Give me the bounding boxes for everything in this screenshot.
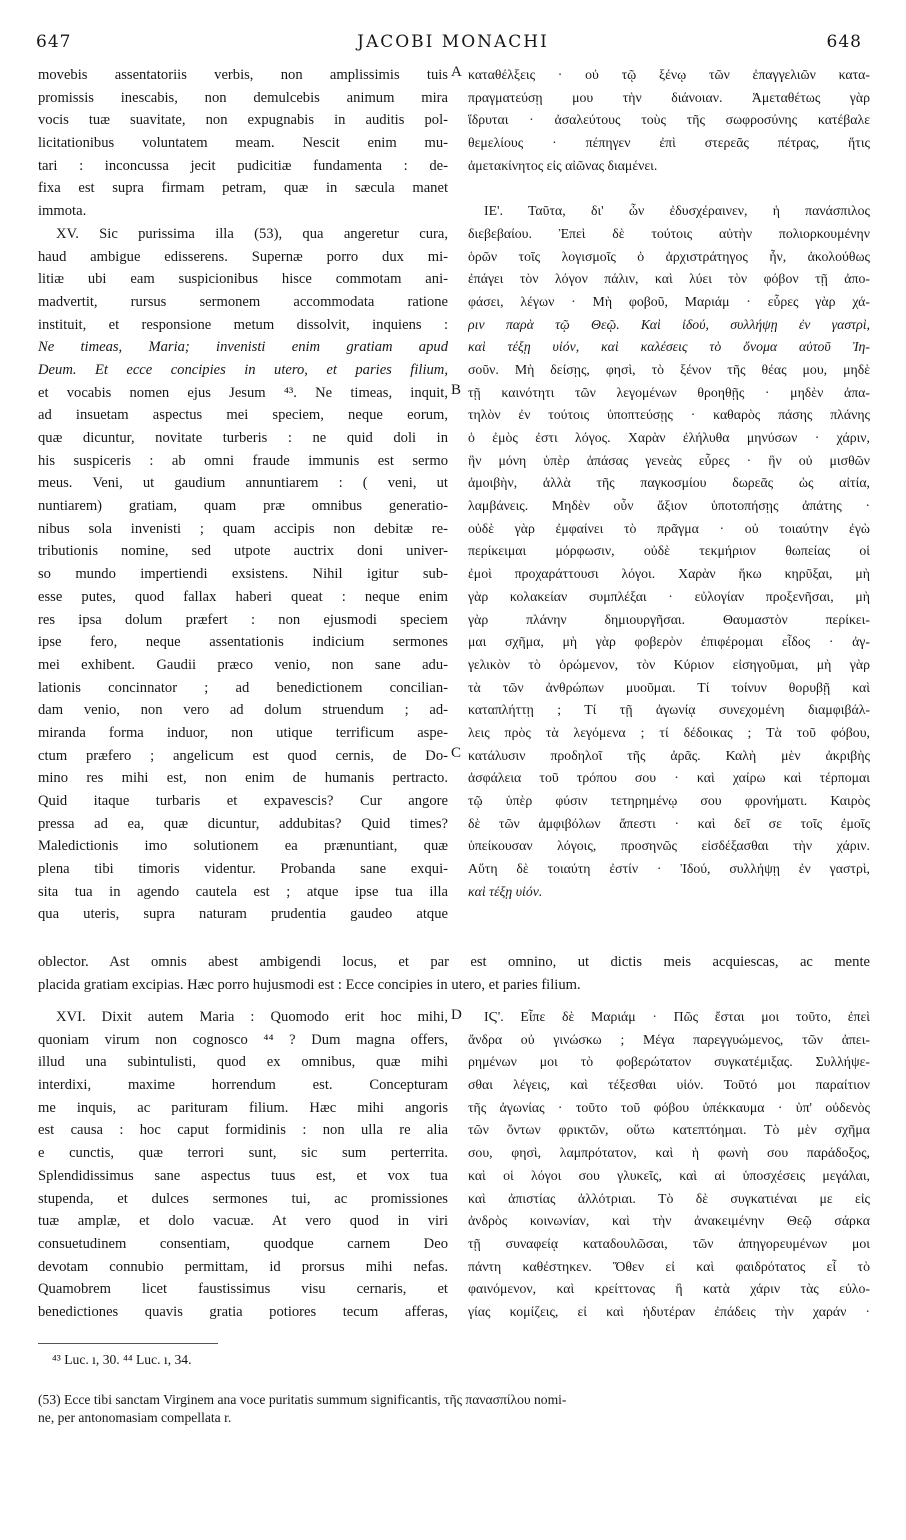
text-line: so mundo impertiendi exsistens. Nihil igitur sub- [38, 566, 448, 583]
text-line: λεις πρὸς τὰ λεγόμενα ; τί δέδοικας ; Τὰ τοῦ φόβου, [468, 724, 870, 740]
footnote-53: (53) Ecce tibi sanctam Virginem ana voce puritatis summum significantis, τῆς πανασπίλου nomi- [38, 1392, 567, 1407]
scripture-quote-line: Deum. Et ecce concipies in utero, et paries filium, [38, 361, 448, 378]
scripture-quote-line: καὶ τέξῃ υἱόν. [468, 883, 543, 899]
text-line: περίκειμαι μόρφωσιν, οὐδὲ τεκμήριον θωπείας οἱ [468, 543, 870, 559]
text-line: ipse fero, neque assentationis indicium sermones [38, 634, 448, 651]
text-line: σοῦν. Μὴ δείσῃς, φησὶ, τὸ ξένον τῆς θέας μου, μηδὲ [468, 361, 870, 377]
text-line: ἵδρυται · ἀσαλεύτους τοὺς τῆς σωφροσύνης κατέβαλε [468, 112, 870, 128]
text-line: Αὕτη δὲ τοιαύτη ἐστίν · Ἰδού, συλλήψῃ ἐν γαστρὶ, [468, 861, 870, 877]
text-line: consuetudinem consentiam, quodque carnem Deo [38, 1235, 448, 1252]
text-line: mino res mihi est, non enim de humanis pertracto. [38, 770, 448, 787]
text-line: vocis tuæ suavitate, non expugnabis in auditis pol- [38, 112, 448, 129]
text-line: licitationibus voluntatem meam. Nescit enim mu- [38, 135, 448, 152]
text-line: placida gratiam excipias. Hæc porro hujusmodi est : Ecce concipies in utero, et paries filium. [38, 976, 581, 993]
text-line: ὁ ἐμὸς ἐστι λόγος. Χαρὰν ἐλήλυθα μηνύσων · χάριν, [468, 430, 870, 445]
text-line: πάντη καθέστηκεν. Ὅθεν εἰ καὶ φαιδρότατος εἶ τὸ [468, 1258, 870, 1274]
text-line: illud una subintulisti, quod ex omnibus, quæ mihi [38, 1054, 448, 1071]
scripture-quote-line: καὶ τέξῃ υἱόν, καὶ καλέσεις τὸ ὄνομα αὐτοῦ Ἰη- [468, 339, 870, 355]
text-line: tributionis nomine, sed utpote auctrix doni univer- [38, 543, 448, 560]
text-line: me inquis, ac parituram filium. Hæc mihi angoris [38, 1099, 448, 1116]
text-line: dam venio, non vero ad dolum struendum ; ad- [38, 702, 448, 719]
text-line: γὰρ πλάνην δημιουργῆσαι. Θαυμαστὸν περίκει- [468, 611, 870, 627]
text-line: miranda forma induor, non utique terrificum aspe- [38, 724, 448, 741]
text-line: nuntiarem) gratiam, quam præ omnibus generatio- [38, 498, 448, 515]
text-line: τῇ συναφείᾳ καταδουλῶσαι, τῶν ἀπηγορευμένων μοι [468, 1235, 870, 1251]
text-line: γίας κομίζεις, εἰ καὶ ἡδυτέραν ἐπάδεις τὴν χαράν · [468, 1303, 870, 1319]
text-line: τηλὸν ἐν τούτοις ὑποπτεύσῃς · καθαρὸς πάσης πλάνης [468, 407, 870, 423]
text-line: Quid itaque turbaris et expavescis? Cur angore [38, 793, 448, 809]
text-line: ἄνδρα οὐ γινώσκω ; Μέγα παρεγγυώμενος, τῶν ἀπει- [468, 1031, 870, 1047]
text-line: δὲ τῶν ἀμφιβόλων ἄπεστι · καὶ δεῖ σε τοῖς ἐμοῖς [468, 815, 870, 831]
section-heading-line: XVI. Dixit autem Maria : Quomodo erit hoc mihi, [56, 1009, 448, 1025]
text-line: ἣν μόνη ὑπὲρ ἁπάσας γενεὰς εὗρες · ἣν οὐ μισθῶν [468, 452, 870, 468]
text-line: mei exhibent. Gaudii præco venio, non sane adu- [38, 656, 448, 673]
footnote-separator [38, 1343, 218, 1344]
text-line: benedictiones quavis gratia potiores tecum afferas, [38, 1303, 448, 1320]
greek-column-lower [468, 1006, 870, 1324]
text-line: Quamobrem licet faustissimus visu cernaris, et [38, 1281, 448, 1298]
section-heading-line: XV. Sic purissima illa (53), qua angeretur cura, [56, 225, 448, 242]
text-line: qua uteris, supra naturam prudentia gaudeo atque [38, 906, 448, 923]
text-line: quæ dicuntur, novitate turberis : ne quid doli in [38, 430, 448, 446]
text-line: τῷ ὑπὲρ φύσιν τετηρημένῳ σου φρονήματι. Καιρὸς [468, 793, 870, 808]
text-line: τὰ τῶν ἀνθρώπων μυοῦμαι. Τί τοίνυν θορυβῇ καὶ [468, 679, 870, 695]
text-line: promissis inescabis, non demulcebis animum mira [38, 89, 448, 106]
footnote-53-continued: ne, per antonomasiam compellata r. [38, 1410, 232, 1425]
footnote-scripture-refs: ⁴³ Luc. ı, 30. ⁴⁴ Luc. ı, 34. [52, 1352, 192, 1367]
text-line: κατάλυσιν προδηλοῖ τῆς ἀρᾶς. Καλὴ μὲν ἀκριβὴς [468, 747, 870, 763]
text-line: μαι σχῆμα, μὴ γὰρ φοβερὸν ἐπιφέρομαι εἶδος · ἀγ- [468, 634, 870, 650]
text-line: ἀμοιβὴν, ἀλλὰ τῆς παγκοσμίου δωρεᾶς ὡς αἰτία, [468, 475, 870, 491]
text-line: stupenda, et dulces sermones tui, ac promissiones [38, 1190, 448, 1207]
text-line: σου, φησὶ, λαμπρότατον, καὶ ἡ φωνὴ σου παράδοξος, [468, 1145, 870, 1161]
text-line: πραγματεύσῃ μου τὴν διάνοιαν. Ἀμεταθέτως γὰρ [468, 89, 870, 105]
text-line: instituit, et responsione metum dissolvit, inquiens : [38, 316, 448, 333]
text-line: ἀνδρὸς κοινωνίαν, καὶ τὴν ἀνακειμένην Θεῷ σάρκα [468, 1213, 870, 1229]
text-line: γελικὸν τὸ ὁρώμενον, τὸν Κύριον εἰσηγοῦμαι, μὴ γὰρ [468, 656, 870, 672]
text-line: ρημένων μοι τὸ φοβερώτατον συγκατέμιξας. Συλλήψε- [468, 1054, 870, 1070]
text-line: ἀσφάλεια τοῦ τρόπου σου · καὶ χαίρω καὶ τέρπομαι [468, 770, 870, 786]
text-line: lationis concinnator ; ad benedictionem concilian- [38, 679, 448, 696]
text-line: his suspiceris : ab omni fraude immunis est sermo [38, 452, 448, 469]
text-line: meus. Veni, ut gaudium annuntiarem : ( veni, ut [38, 475, 448, 492]
page-number-right: 648 [826, 32, 862, 52]
text-line: immota. [38, 203, 87, 220]
text-line: oblector. Ast omnis abest ambigendi locus, et par est omnino, ut dictis meis acquiescas, ac mente [38, 954, 870, 970]
latin-column-lower [38, 1006, 448, 1324]
text-line: Splendidissimus sane aspectus tuus est, et vox tua [38, 1167, 448, 1184]
text-line: ἐμοὶ προχαράττουσι λόγοι. Χαρὰν ἥκω κηρῦξαι, μὴ [468, 566, 870, 582]
text-line: tuæ amplæ, et dolo vacuæ. At vero quod in viri [38, 1213, 448, 1230]
text-line: madvertit, rursus sermonem accommodata ratione [38, 293, 448, 310]
text-line: nibus sola invenisti ; quam accipis non debitæ re- [38, 520, 448, 537]
section-heading-line: ΙΕ'. Ταῦτα, δι' ὧν ἐδυσχέραινεν, ἡ πανάσπιλος [484, 203, 870, 219]
text-line: e cunctis, quæ terrori sunt, sic sum perterrita. [38, 1145, 448, 1162]
text-line: καὶ οἱ λόγοι σου γλυκεῖς, καὶ αἱ ὑποσχέσεις μεγάλαι, [468, 1167, 870, 1183]
page-number-left: 647 [36, 32, 72, 52]
blank-line [468, 177, 870, 200]
text-line: devotam connubio permittam, id prorsus mihi nefas. [38, 1258, 448, 1275]
text-line: φάσει, λέγων · Μὴ φοβοῦ, Μαριάμ · εὗρες γὰρ χά- [468, 293, 870, 309]
section-heading-line: ΙϚ'. Εἶπε δὲ Μαριάμ · Πῶς ἔσται μοι τοῦτο, ἐπεὶ [484, 1009, 870, 1024]
margin-marker-a: A [451, 64, 462, 80]
text-line: haud ambigue edisserens. Supernæ porro dux mi- [38, 248, 448, 265]
margin-marker-b: B [451, 382, 462, 398]
running-title: JACOBI MONACHI [357, 32, 549, 52]
text-line: ἐπάγει τὸν λόγον πάλιν, καὶ λύει τὸν φόβον τῇ ἀπο- [468, 271, 870, 287]
text-line: φαινόμενον, καὶ κρείττονας ἢ κατὰ χάριν τὰς εὐλο- [468, 1281, 870, 1297]
text-line: ὁρῶν τοῖς λογισμοῖς ὁ ἀρχιστράτηγος ἦν, ἀκολούθως [468, 248, 870, 264]
text-line: ὑπείκουσαν λόγοις, προσηνῶς εἰσδέξασθαι τὴν χάριν. [468, 838, 870, 854]
text-line: διεβεβαίου. Ἐπεὶ δὲ τούτοις αὐτὴν πολιορκουμένην [468, 225, 870, 241]
text-line: ἀμετακίνητος εἰς αἰῶνας διαμένει. [468, 157, 658, 173]
text-line: pressa ad ea, quæ dicuntur, addubitas? Quid times? [38, 815, 448, 832]
text-line: σθαι λέγεις, καὶ τέξεσθαι υἱόν. Τοῦτό μοι παραίτιον [468, 1077, 870, 1093]
text-line: est causa : hoc caput formidinis : non ulla re alia [38, 1122, 448, 1139]
text-line: res ipsa dolum præfert : non ejusmodi speciem [38, 611, 448, 628]
text-line: θεμελίους · πέπηγεν ἐπὶ στερεᾶς πέτρας, ἥτις [468, 135, 870, 151]
text-line: τῆς ἀγωνίας · τοῦτο τοῦ φόβου ὑπέκκαυμα · ὑπ' οὐδενὸς [468, 1099, 870, 1115]
greek-column-upper [468, 64, 870, 903]
scripture-quote-line: Ne timeas, Maria; invenisti enim gratiam apud [38, 339, 448, 356]
text-line: Maledictionis imo solutionem ea prænuntiant, quæ [38, 838, 448, 855]
text-line: καὶ ἀπιστίας ἀλλότριαι. Τὸ δὲ συγκατιέναι με εἰς [468, 1190, 870, 1206]
text-line: sita tua in agendo cautela est ; atque ipse tua illa [38, 883, 448, 900]
text-line: ctum præfero ; angelicum est quod cernis, de Do- [38, 747, 448, 764]
text-line: λαμβάνεις. Μηδὲν οὖν ἄξιον ὑποτοπήσῃς ἀπάτης · [468, 498, 870, 514]
text-line: tari : inconcussa jecit pudicitiæ fundamenta : de- [38, 157, 448, 174]
text-line: esse putes, quod fallax haberi queat : neque enim [38, 588, 448, 605]
text-line: τῶν ὄντων φρικτῶν, οὕτω κατεπτόημαι. Τὸ μὲν σχῆμα [468, 1122, 870, 1138]
text-line: οὐδὲ γὰρ ἐμφαίνει τὸ πρᾶγμα · οὐ τοιαύτην ἐγὼ [468, 520, 870, 536]
text-line: γὰρ κολακείαν συμπλέξαι · εὐλογίαν προξενῆσαι, μὴ [468, 588, 870, 604]
scripture-quote-line: ριν παρὰ τῷ Θεῷ. Καὶ ἰδού, συλλήψῃ ἐν γαστρὶ, [468, 316, 870, 332]
margin-marker-d: D [451, 1007, 462, 1023]
text-line: et vocabis nomen ejus Jesum ⁴³. Ne timeas, inquit, [38, 384, 448, 401]
text-line: καταπλήττῃ ; Τί τῇ ἀγωνίᾳ συνεχομένη διαμφιβάλ- [468, 702, 870, 718]
text-line: καταθέλξεις · οὐ τῷ ξένῳ τῶν ἐπαγγελιῶν κατα- [468, 67, 870, 82]
text-line: movebis assentatoriis verbis, non amplissimis tuis [38, 67, 448, 83]
text-line: ad insuetam aspectus mei speciem, neque eorum, [38, 407, 448, 424]
text-line: plena tibi timoris videntur. Probanda sane exqui- [38, 861, 448, 878]
text-line: quoniam virum non cognosco ⁴⁴ ? Dum magna offers, [38, 1031, 448, 1048]
text-line: interdixi, maxime horrendum est. Concepturam [38, 1077, 448, 1094]
text-line: τῇ καινότητι τῶν λεγομένων θροηθῇς · μηδὲν ἀπα- [468, 384, 870, 400]
text-line: litiæ ubi eam suspicionibus hisce commotam ani- [38, 271, 448, 288]
margin-marker-c: C [451, 745, 462, 761]
full-width-bridge-text [38, 951, 870, 996]
text-line: fixa est supra firmam petram, quæ in sæcula manet [38, 180, 448, 197]
latin-column-upper [38, 64, 448, 926]
